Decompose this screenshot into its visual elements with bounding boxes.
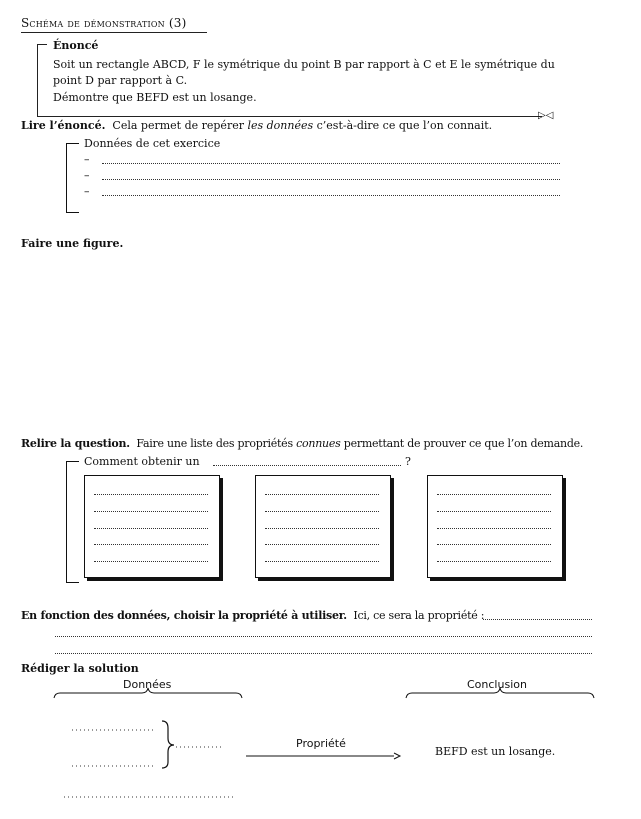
step4-bold: En fonction des données, choisir la propriété à utiliser.: [21, 609, 347, 622]
step1-text-em: les données: [247, 119, 314, 132]
step3-text-b: permettant de prouver ce que l’on demande.: [340, 437, 584, 450]
donnees-bullet-3: –: [84, 185, 90, 198]
enonce-line-3: Démontre que BEFD est un losange.: [53, 91, 257, 104]
conclusion-label: Conclusion: [467, 678, 527, 691]
enonce-line-2: point D par rapport à C.: [53, 74, 188, 87]
step1-text-a: Cela permet de repérer: [112, 119, 248, 132]
step1-bold: Lire l’énoncé.: [21, 119, 106, 132]
propriete-arrow-head: [394, 753, 400, 759]
conclusion-overbrace: [406, 688, 594, 698]
step3-text-a: Faire une liste des propriétés: [136, 437, 297, 450]
proprietes-title-end: ?: [405, 455, 411, 468]
donnees-box-title: Données de cet exercice: [84, 137, 221, 150]
step3-bold: Relire la question.: [21, 437, 130, 450]
step4-text: Ici, ce sera la propriété :: [353, 609, 485, 622]
step2-heading: Faire une figure.: [21, 237, 124, 250]
page-title: Schéma de démonstration (3): [21, 16, 187, 30]
donnees-right-brace: [162, 721, 174, 768]
step1-text-b: c’est-à-dire ce que l’on connait.: [313, 119, 493, 132]
step5-heading: Rédiger la solution: [21, 662, 139, 675]
enonce-end-mark: ▷◁: [538, 110, 554, 121]
propriete-label: Propriété: [296, 737, 346, 750]
donnees-bullet-1: –: [84, 153, 90, 166]
enonce-line-1: Soit un rectangle ABCD, F le symétrique du point B par rapport à C et E le symétrique du: [53, 58, 555, 71]
enonce-heading: Énoncé: [53, 39, 99, 52]
donnees-overbrace: [54, 688, 242, 698]
donnees-bullet-2: –: [84, 169, 90, 182]
donnees-label: Données: [123, 678, 172, 691]
conclusion-text: BEFD est un losange.: [435, 745, 556, 758]
proprietes-box-title: Comment obtenir un: [84, 455, 200, 468]
step3-text-em: connues: [296, 437, 341, 450]
